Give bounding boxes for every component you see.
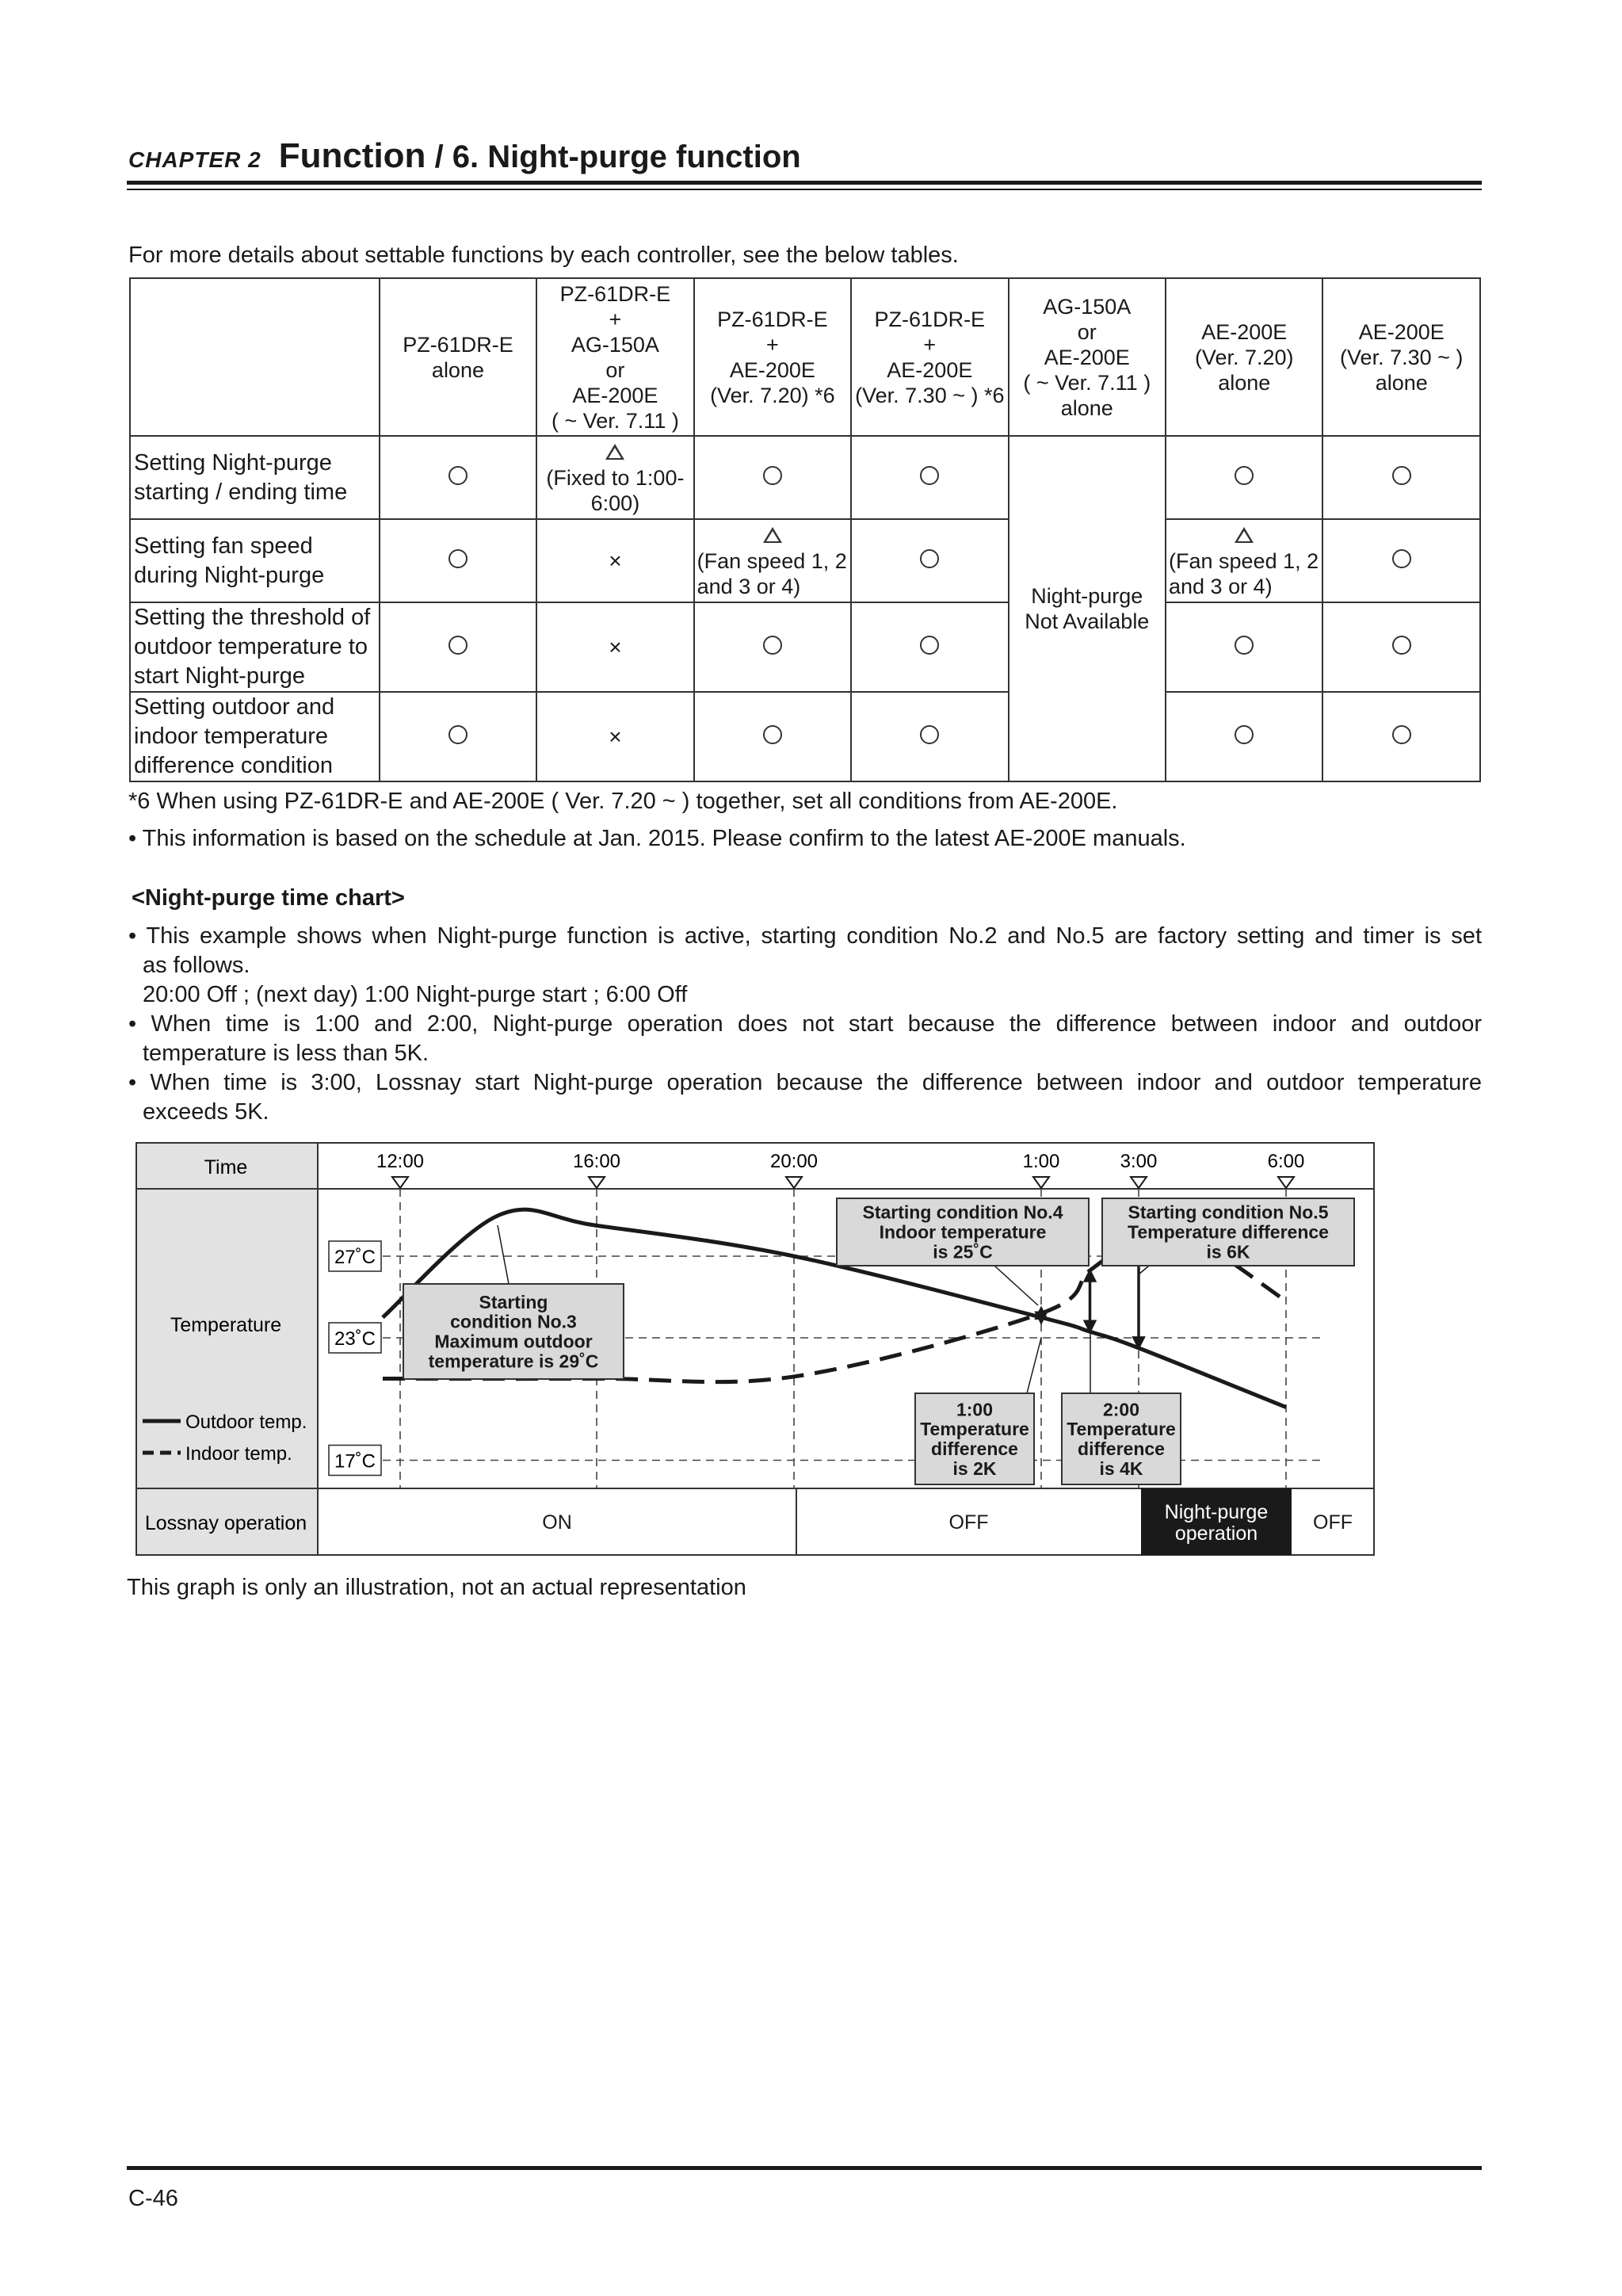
bullet-text: 20:00 Off ; (next day) 1:00 Night-purge start ; 6:00 Off — [143, 982, 688, 1007]
bullet-text: • When time is 3:00, Lossnay start Night-purge operation because the difference between indoor and outdoor temperature — [128, 1070, 1482, 1095]
intro-text: For more details about settable functions by each controller, see the below tables. — [128, 243, 959, 268]
unsupported-mark: × — [609, 634, 622, 659]
page-number: C-46 — [128, 2186, 178, 2211]
time-tick-label: 6:00 — [1267, 1151, 1305, 1172]
timechart-heading: <Night-purge time chart> — [132, 885, 405, 911]
unsupported-mark: × — [609, 724, 622, 749]
annotation-text: Starting condition No.3 Maximum outdoor temperature is 29˚C — [428, 1291, 599, 1372]
fan-note: (Fan speed 1, 2 and 3 or 4) — [1169, 548, 1319, 598]
bullet-text: • This example shows when Night-purge function is active, starting condition No.2 and No.5 are factory setting and timer is set — [128, 923, 1482, 949]
chapter-label: CHAPTER 2 — [128, 147, 261, 172]
row-label: Setting Night-purge starting / ending time — [130, 436, 380, 519]
time-axis-label: Time — [204, 1156, 248, 1179]
bullet-text: temperature is less than 5K. — [143, 1041, 429, 1066]
info-note: • This information is based on the schedule at Jan. 2015. Please confirm to the latest AE-200E manuals. — [128, 826, 1186, 851]
annotation-text: Starting condition No.4 Indoor temperature is 25˚C — [862, 1201, 1063, 1263]
annotation-text: 1:00 Temperature difference is 2K — [920, 1399, 1029, 1479]
col-header: PZ-61DR-E alone — [380, 278, 536, 436]
bullet-text: exceeds 5K. — [143, 1099, 269, 1125]
fan-note: (Fan speed 1, 2 and 3 or 4) — [697, 548, 847, 598]
lossnay-state-label: OFF — [948, 1511, 989, 1534]
not-available-cell: Night-purge Not Available — [1009, 436, 1166, 781]
footnote-6: *6 When using PZ-61DR-E and AE-200E ( Ver. 7.20 ~ ) together, set all conditions from AE-200E. — [128, 789, 1118, 814]
row-label: Setting outdoor and indoor temperature difference condition — [130, 692, 380, 781]
lossnay-axis-label: Lossnay operation — [144, 1512, 307, 1534]
col-header: PZ-61DR-E + AG-150A or AE-200E ( ~ Ver. 7.11 ) — [536, 278, 693, 436]
annotation-text: Starting condition No.5 Temperature difference is 6K — [1128, 1201, 1329, 1263]
time-tick-label: 12:00 — [376, 1151, 425, 1172]
temp-tick-label: 23˚C — [334, 1328, 376, 1350]
lossnay-state-label: OFF — [1313, 1511, 1353, 1534]
chart-caption: This graph is only an illustration, not an actual representation — [127, 1575, 746, 1600]
temperature-axis-label: Temperature — [170, 1314, 282, 1336]
fixed-note: (Fixed to 1:00-6:00) — [546, 465, 685, 515]
annotation-text: 2:00 Temperature difference is 4K — [1067, 1399, 1176, 1479]
time-tick-label: 1:00 — [1022, 1151, 1060, 1172]
bullet-text: as follows. — [143, 953, 250, 978]
temp-tick-label: 27˚C — [334, 1247, 376, 1268]
col-header: AE-200E (Ver. 7.30 ~ ) alone — [1322, 278, 1480, 436]
time-tick-label: 20:00 — [769, 1151, 819, 1172]
unsupported-mark: × — [609, 548, 622, 573]
bullet-text: • When time is 1:00 and 2:00, Night-purge operation does not start because the difference between indoor and outdoor — [128, 1011, 1482, 1037]
col-header: AG-150A or AE-200E ( ~ Ver. 7.11 ) alone — [1009, 278, 1166, 436]
col-header: PZ-61DR-E + AE-200E (Ver. 7.20) *6 — [694, 278, 851, 436]
lossnay-state-label: Night-purge operation — [1164, 1501, 1269, 1545]
temp-tick-label: 17˚C — [334, 1450, 376, 1473]
lossnay-state-label: ON — [542, 1511, 572, 1534]
col-header: PZ-61DR-E + AE-200E (Ver. 7.30 ~ ) *6 — [851, 278, 1008, 436]
col-header: AE-200E (Ver. 7.20) alone — [1166, 278, 1322, 436]
time-tick-label: 16:00 — [572, 1151, 621, 1172]
time-tick-label: 3:00 — [1120, 1151, 1158, 1172]
footer-rule — [127, 2166, 1482, 2170]
row-label: Setting fan speed during Night-purge — [130, 519, 380, 602]
legend-outdoor-label: Outdoor temp. — [185, 1412, 307, 1433]
row-label: Setting the threshold of outdoor temperature to start Night-purge — [130, 602, 380, 692]
legend-indoor-label: Indoor temp. — [185, 1443, 292, 1465]
section-title: Function — [278, 136, 426, 175]
subsection-title: / 6. Night-purge function — [434, 139, 801, 174]
